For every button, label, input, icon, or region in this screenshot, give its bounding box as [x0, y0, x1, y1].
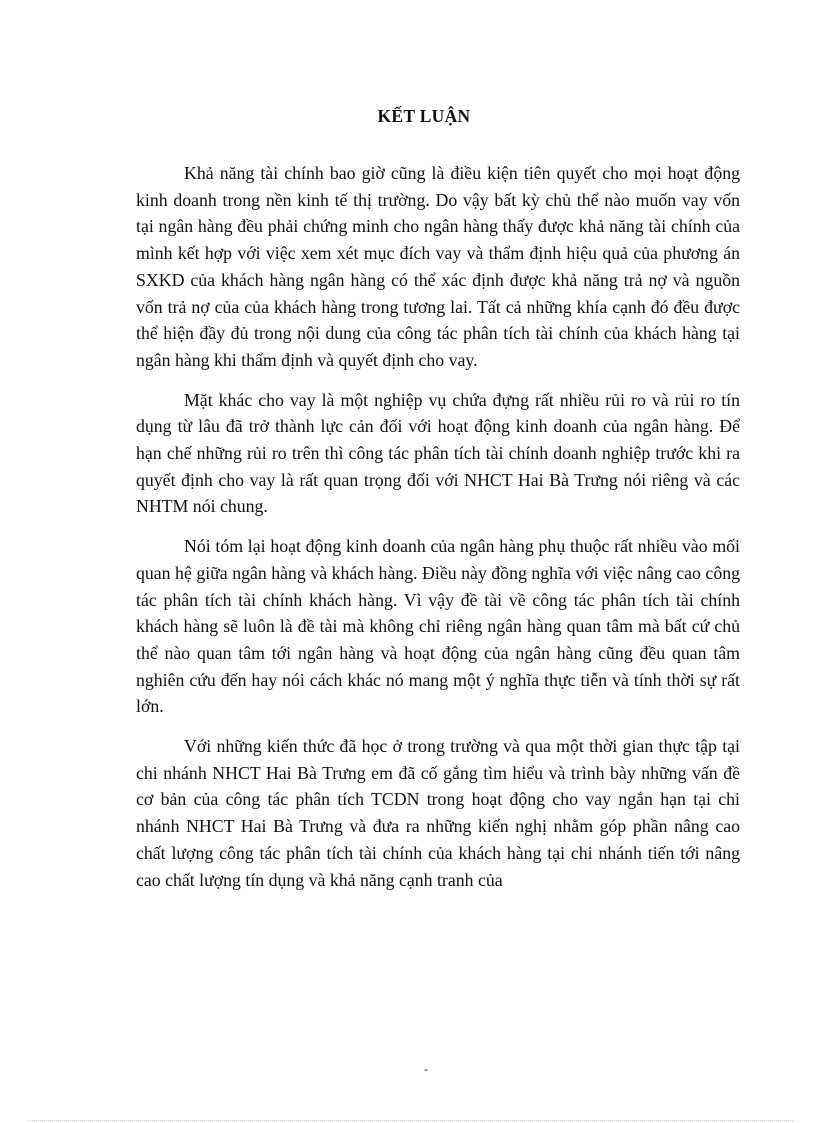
- document-body: [136, 160, 740, 906]
- paragraph-3: Nói tóm lại hoạt động kinh doanh của ngân hàng phụ thuộc rất nhiều vào mối quan hệ giữa ngân hàng và khách hàng. Điều này đồng nghĩa với việc nâng cao công tác phân tích tài chính khách hàng. Vì vậy đề tài về công tác phân tích tài chính khách hàng sẽ luôn là đề tài mà không chỉ riêng ngân hàng quan tâm mà bất cứ chủ thể nào quan tâm tới ngân hàng và hoạt động của ngân hàng cũng đều quan tâm nghiên cứu đến hay nói cách khác nó mang một ý nghĩa thực tiễn và tính thời sự rất lớn.: [136, 536, 740, 717]
- paragraph-2: Mặt khác cho vay là một nghiệp vụ chứa đựng rất nhiều rủi ro và rủi ro tín dụng từ lâu đã trở thành lực cản đối với hoạt động kinh doanh của ngân hàng. Để hạn chế những rủi ro trên thì công tác phân tích tài chính doanh nghiệp trước khi ra quyết định cho vay là rất quan trọng đối với NHCT Hai Bà Trưng nói riêng và các NHTM nói chung.: [136, 389, 740, 517]
- page-bottom-divider: [28, 1120, 793, 1121]
- page-title: KẾT LUẬN: [377, 106, 471, 126]
- paragraph-1: Khả năng tài chính bao giờ cũng là điều kiện tiên quyết cho mọi hoạt động kinh doanh trong nền kinh tế thị trường. Do vậy bất kỳ chủ thể nào muốn vay vốn tại ngân hàng đều phải chứng minh cho ngân hàng thấy được khả năng tài chính của mình kết hợp với việc xem xét mục đích vay và thẩm định hiệu quả của phương án SXKD của khách hàng ngân hàng có thể xác định được khả năng trả nợ và nguồn vốn trả nợ của của khách hàng trong tương lai. Tất cả những khía cạnh đó đều được thể hiện đầy đủ trong nội dung của công tác phân tích tài chính của khách hàng tại ngân hàng khi thẩm định và quyết định cho vay.: [136, 163, 740, 370]
- page-number: -: [424, 1062, 428, 1076]
- paragraph-4: Với những kiến thức đã học ở trong trường và qua một thời gian thực tập tại chi nhánh NHCT Hai Bà Trưng em đã cố gắng tìm hiểu và trình bày những vấn đề cơ bản của công tác phân tích TCDN trong hoạt động cho vay ngắn hạn tại chi nhánh NHCT Hai Bà Trưng và đưa ra những kiến nghị nhằm góp phần nâng cao chất lượng công tác phân tích tài chính của khách hàng tại chi nhánh tiến tới nâng cao chất lượng tín dụng và khả năng cạnh tranh của: [136, 736, 740, 890]
